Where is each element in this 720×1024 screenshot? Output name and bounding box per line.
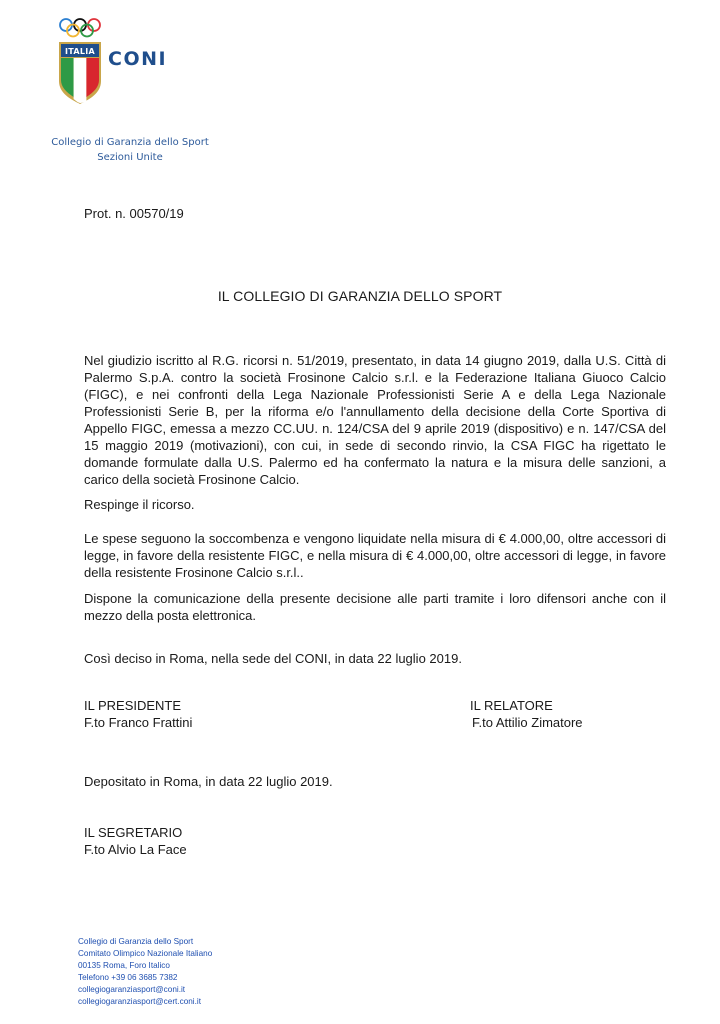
protocol-number: Prot. n. 00570/19 — [84, 206, 184, 221]
signature-rapporteur — [470, 697, 583, 731]
org-header — [40, 135, 220, 165]
footer-pec-email[interactable]: collegiogaranziasport@cert.coni.it — [78, 997, 201, 1007]
paragraph-costs: Le spese seguono la soccombenza e vengono liquidate nella misura di € 4.000,00, oltre accessori di legge, in favore della resistente FIGC, e nella misura di € 4.000,00, oltre accessori di legge, in favore della resistente Frosinone Calcio s.r.l.. — [84, 531, 666, 580]
footer-address: 00135 Roma, Foro Italico — [78, 961, 170, 971]
document-title: IL COLLEGIO DI GARANZIA DELLO SPORT — [217, 288, 503, 304]
olympic-rings-icon — [58, 18, 108, 38]
paragraph-ruling: Respinge il ricorso. — [84, 497, 195, 512]
signature-president — [84, 697, 192, 731]
signature-secretary — [84, 824, 187, 858]
secretary-name: F.to Alvio La Face — [84, 842, 187, 857]
org-name: Collegio di Garanzia dello Sport — [51, 137, 209, 148]
rapporteur-name: F.to Attilio Zimatore — [472, 715, 583, 730]
paragraph-intro: Nel giudizio iscritto al R.G. ricorsi n. 51/2019, presentato, in data 14 giugno 2019, dalla U.S. Città di Palermo S.p.A. contro la società Frosinone Calcio s.r.l. e la Federazione Italiana Giuoco Calcio (FIGC), e nei confronti della Lega Nazionale Professionisti Serie A e della Lega Nazionale Professionisti Serie B, per la riforma e/o l'annullamento della decisione della Corte Sportiva di Appello FIGC, emessa a mezzo CC.UU. n. 124/CSA del 9 aprile 2019 (dispositivo) e n. 147/CSA del 15 maggio 2019 (motivazioni), con cui, in sede di secondo rinvio, la CSA FIGC ha rigettato le domande formulate dalla U.S. Palermo ed ha confermato la natura e la misura delle sanzioni, a carico della società Frosinone Calcio. — [84, 353, 666, 487]
svg-text:ITALIA: ITALIA — [64, 47, 96, 56]
paragraph-communication: Dispone la comunicazione della presente decisione alle parti tramite i loro difensori anche con il mezzo della posta elettronica. — [84, 591, 666, 623]
coni-logo — [56, 18, 166, 113]
footer-committee: Comitato Olimpico Nazionale Italiano — [78, 949, 213, 959]
org-section: Sezioni Unite — [97, 152, 163, 163]
president-name: F.to Franco Frattini — [84, 715, 193, 730]
rapporteur-role: IL RELATORE — [470, 698, 553, 713]
coni-wordmark: CONI — [108, 48, 168, 70]
footer-org: Collegio di Garanzia dello Sport — [78, 937, 194, 946]
secretary-role: IL SEGRETARIO — [84, 825, 183, 840]
footer-contact — [78, 936, 212, 1009]
deposit-statement: Depositato in Roma, in data 22 luglio 2019. — [84, 774, 333, 789]
president-role: IL PRESIDENTE — [84, 698, 182, 713]
footer-email[interactable]: collegiogaranziasport@coni.it — [78, 985, 186, 995]
italia-shield-icon — [58, 41, 102, 105]
footer-phone: Telefono +39 06 3685 7382 — [78, 973, 178, 983]
paragraph-decided: Così deciso in Roma, nella sede del CONI, in data 22 luglio 2019. — [84, 651, 462, 666]
